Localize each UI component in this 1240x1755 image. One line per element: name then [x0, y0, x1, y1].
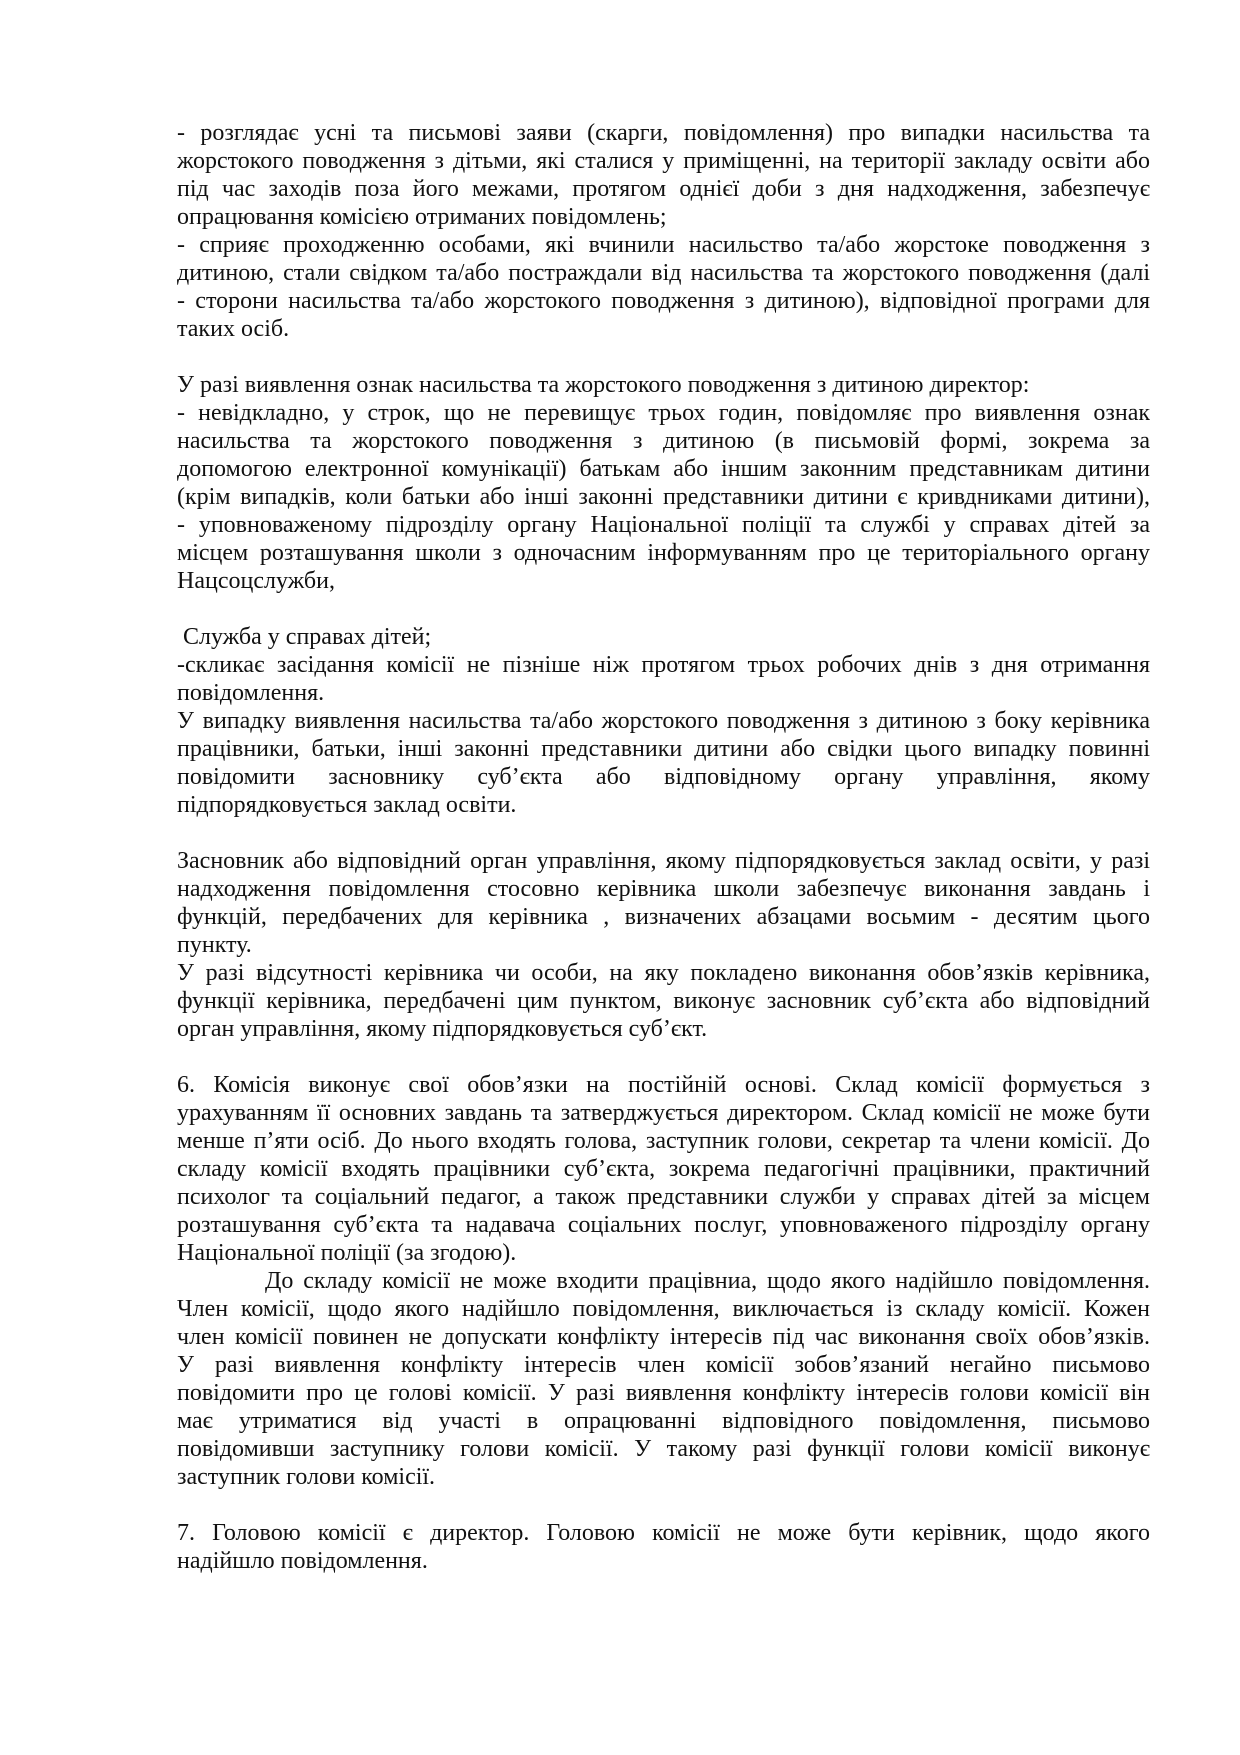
text-line: повідомлення.	[177, 680, 325, 706]
text-line: психолог та соціальний педагог, а також представники служби у справах дітей за місцем	[177, 1184, 1150, 1210]
text-line: повідомити засновнику суб’єкта або відповідному органу управління, якому	[177, 764, 1150, 790]
text-line: надійшло повідомлення.	[177, 1548, 428, 1574]
text-line-indented: До складу комісії не може входити працівниа, щодо якого надійшло повідомлення.	[265, 1268, 1150, 1294]
text-line: заступник голови комісії.	[177, 1464, 436, 1490]
text-line: має утриматися від участі в опрацюванні відповідного повідомлення, письмово	[177, 1408, 1150, 1434]
text-line: повідомити про це голові комісії. У разі виявлення конфлікту інтересів голови комісії він	[177, 1380, 1150, 1406]
text-line: Нацсоцслужби,	[177, 568, 335, 594]
text-line: - невідкладно, у строк, що не перевищує трьох годин, повідомляє про виявлення ознак	[177, 400, 1150, 426]
text-line: У випадку виявлення насильства та/або жорстокого поводження з дитиною з боку керівника	[177, 708, 1150, 734]
paragraph-item-7-commission-head	[177, 1519, 1150, 1575]
text-line: У разі виявлення ознак насильства та жорстокого поводження з дитиною директор:	[177, 372, 1030, 398]
text-line: функцій, передбачених для керівника , визначених абзацами восьмим - десятим цього	[177, 904, 1150, 930]
document-page	[177, 119, 1150, 1575]
text-line: складу комісії входять працівники суб’єкта, зокрема педагогічні працівники, практичний	[177, 1156, 1150, 1182]
text-line: - сприяє проходженню особами, які вчинили насильство та/або жорстоке поводження з	[177, 232, 1150, 258]
text-line: Служба у справах дітей;	[177, 624, 432, 650]
paragraph-founder-responsibility	[177, 847, 1150, 1043]
blank-line	[177, 1043, 1150, 1071]
text-line: Член комісії, щодо якого надійшло повідомлення, виключається із складу комісії. Кожен	[177, 1296, 1150, 1322]
text-line: розташування суб’єкта та надавача соціальних послуг, уповноваженого підрозділу органу	[177, 1212, 1150, 1238]
text-line: насильства та жорстокого поводження з дитиною (в письмовій формі, зокрема за	[177, 428, 1150, 454]
text-line: пункту.	[177, 932, 252, 958]
blank-line	[177, 343, 1150, 371]
text-line: член комісії повинен не допускати конфлікту інтересів під час виконання своїх обов’язків.	[177, 1324, 1150, 1350]
text-line: У разі виявлення конфлікту інтересів член комісії зобов’язаний негайно письмово	[177, 1352, 1150, 1378]
text-line: допомогою електронної комунікації) батькам або іншим законним представникам дитини	[177, 456, 1150, 482]
text-line: 6. Комісія виконує свої обов’язки на постійній основі. Склад комісії формується з	[177, 1072, 1150, 1098]
text-line: орган управління, якому підпорядковується суб’єкт.	[177, 1016, 708, 1042]
text-line: повідомивши заступнику голови комісії. У такому разі функції голови комісії виконує	[177, 1436, 1150, 1462]
text-line: - сторони насильства та/або жорстокого поводження з дитиною), відповідної програми для	[177, 288, 1150, 314]
text-line: функції керівника, передбачені цим пунктом, виконує засновник суб’єкта або відповідний	[177, 988, 1150, 1014]
text-line: жорстокого поводження з дітьми, які сталися у приміщенні, на території закладу освіти або	[177, 148, 1150, 174]
text-line: менше п’яти осіб. До нього входять голова, заступник голови, секретар та члени комісії. До	[177, 1128, 1150, 1154]
paragraph-commission-duties	[177, 119, 1150, 343]
text-line: урахуванням її основних завдань та затверджується директором. Склад комісії не може бути	[177, 1100, 1150, 1126]
text-line: -скликає засідання комісії не пізніше ніж протягом трьох робочих днів з дня отримання	[177, 652, 1150, 678]
text-line: дитиною, стали свідком та/або постраждали від насильства та жорстокого поводження (далі	[177, 260, 1150, 286]
blank-line	[177, 819, 1150, 847]
text-line: Засновник або відповідний орган управління, якому підпорядковується заклад освіти, у разі	[177, 848, 1150, 874]
text-line: працівники, батьки, інші законні представники дитини або свідки цього випадку повинні	[177, 736, 1150, 762]
blank-line	[177, 595, 1150, 623]
paragraph-item-6-commission-composition	[177, 1071, 1150, 1491]
text-line: під час заходів поза його межами, протягом однієї доби з дня надходження, забезпечує	[177, 176, 1150, 202]
text-line: - розглядає усні та письмові заяви (скарги, повідомлення) про випадки насильства та	[177, 120, 1150, 146]
text-line: місцем розташування школи з одночасним інформуванням про це територіального органу	[177, 540, 1150, 566]
text-line: 7. Головою комісії є директор. Головою комісії не може бути керівник, щодо якого	[177, 1520, 1150, 1546]
paragraph-child-services	[177, 623, 1150, 819]
blank-line	[177, 1491, 1150, 1519]
text-line: надходження повідомлення стосовно керівника школи забезпечує виконання завдань і	[177, 876, 1150, 902]
text-line: (крім випадків, коли батьки або інші законні представники дитини є кривдниками дитини),	[177, 484, 1150, 510]
paragraph-director-actions	[177, 371, 1150, 595]
text-line: У разі відсутності керівника чи особи, на яку покладено виконання обов’язків керівника,	[177, 960, 1150, 986]
text-line: Національної поліції (за згодою).	[177, 1240, 517, 1266]
text-line: таких осіб.	[177, 316, 290, 342]
text-line: підпорядковується заклад освіти.	[177, 792, 517, 818]
text-line: - уповноваженому підрозділу органу Національної поліції та службі у справах дітей за	[177, 512, 1150, 538]
text-line: опрацювання комісією отриманих повідомлень;	[177, 204, 667, 230]
